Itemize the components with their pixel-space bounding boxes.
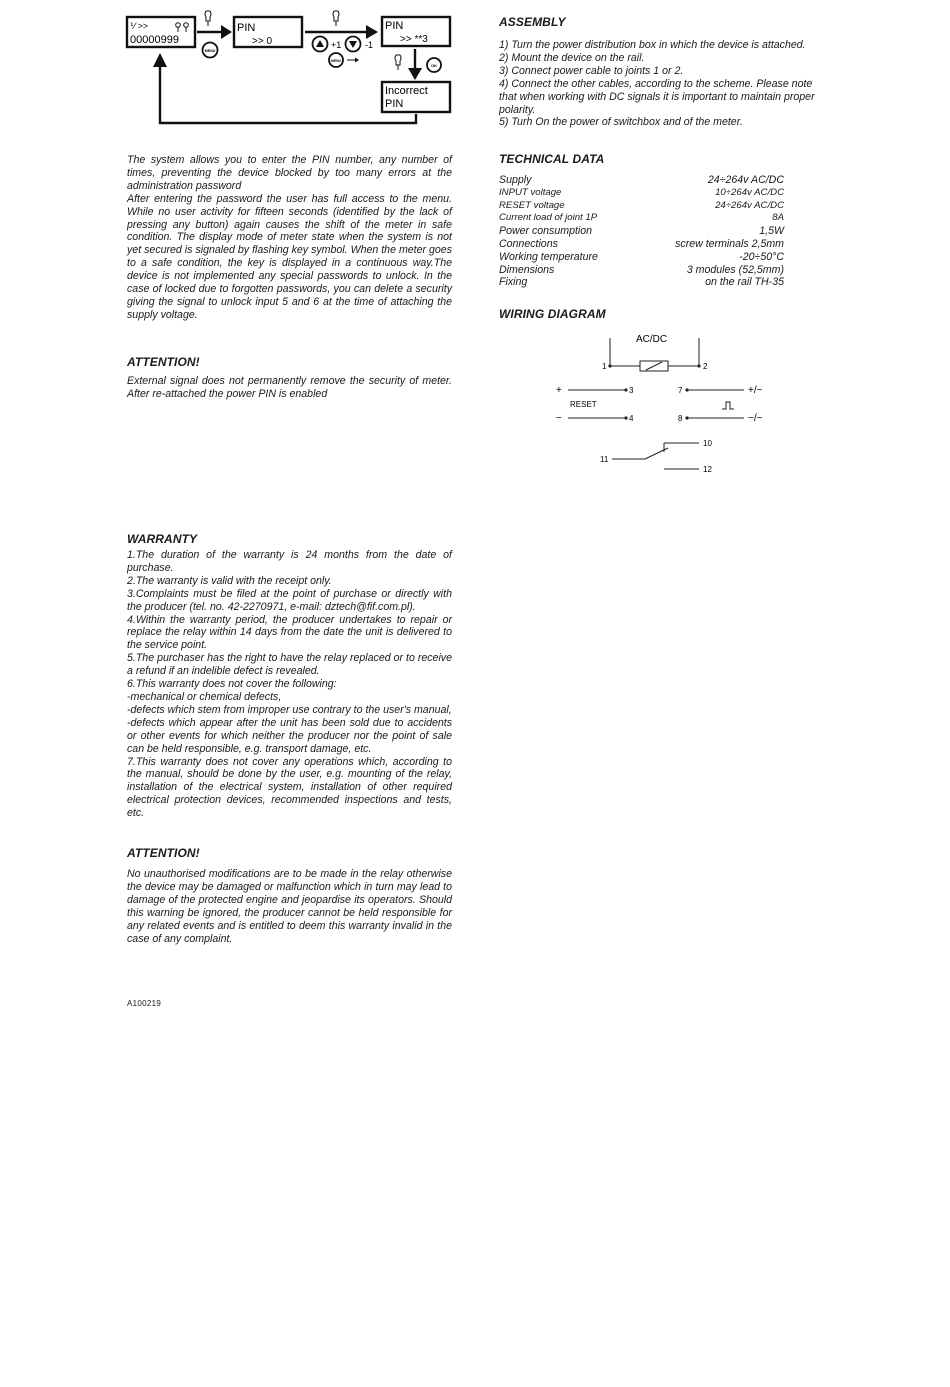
tech-row: Power consumption 1,5W xyxy=(499,225,784,238)
output-plus-label: +/~ xyxy=(748,385,763,396)
assembly-step: 5) Turh On the power of switchbox and of the meter. xyxy=(499,116,743,129)
warranty-list xyxy=(127,549,452,820)
technical-table xyxy=(499,174,784,289)
attention-heading-2: ATTENTION! xyxy=(127,846,200,860)
intro-text xyxy=(127,154,452,322)
attention-text-1: External signal does not permanently remove the security of meter. After re-attached the power PIN is enabled xyxy=(127,375,452,400)
lcd4-line1: Incorrect xyxy=(385,85,428,97)
wiring-heading: WIRING DIAGRAM xyxy=(499,307,606,321)
svg-text:+1: +1 xyxy=(331,40,342,50)
svg-text:2: 2 xyxy=(703,362,708,371)
svg-text:10: 10 xyxy=(703,439,712,448)
svg-text:3: 3 xyxy=(629,386,634,395)
svg-text:7: 7 xyxy=(678,386,683,395)
relay-contact xyxy=(645,448,668,459)
lcd2-line2: >> 0 xyxy=(252,36,273,47)
tech-row: Working temperature -20÷50°C xyxy=(499,250,784,263)
svg-text:MENU: MENU xyxy=(204,49,216,53)
assembly-step: 3) Connect power cable to joints 1 or 2. xyxy=(499,64,684,77)
warranty-item: 3.Complaints must be filed at the point of purchase or directly with the producer (tel. no. 42-2270971, e-mail: dztech@fif.com.pl). xyxy=(127,587,452,613)
warranty-item: 5.The purchaser has the right to have the relay replaced or to receive a refund if an indelible defect is revealed. xyxy=(127,652,452,678)
supply-label: AC/DC xyxy=(636,334,668,345)
assembly-list xyxy=(499,39,817,129)
tech-row: Current load of joint 1P 8A xyxy=(499,212,784,224)
document-code: A100219 xyxy=(127,999,162,1008)
svg-text:12: 12 xyxy=(703,465,712,474)
warranty-item: 4.Within the warranty period, the producer undertakes to repair or replace the relay within 14 days from the date the unit is delivered to the service point. xyxy=(127,613,452,652)
warranty-item: 6.This warranty does not cover the following: xyxy=(127,678,337,691)
pin-flow-diagram xyxy=(120,5,460,140)
warranty-item: -mechanical or chemical defects, xyxy=(127,690,282,703)
lcd3-line2: >> **3 xyxy=(400,34,428,45)
technical-heading: TECHNICAL DATA xyxy=(499,152,605,166)
warranty-heading: WARRANTY xyxy=(127,532,198,546)
pulse-signal-icon xyxy=(722,402,734,409)
tech-row: Dimensions 3 modules (52,5mm) xyxy=(499,263,784,276)
svg-text:OK: OK xyxy=(431,63,437,68)
svg-text:11: 11 xyxy=(600,455,609,464)
svg-text:8: 8 xyxy=(678,414,683,423)
tech-row: Supply 24÷264v AC/DC xyxy=(499,174,784,186)
attention-heading-1: ATTENTION! xyxy=(127,355,200,369)
tech-row: RESET voltage 24÷264v AC/DC xyxy=(499,199,784,211)
svg-text:+: + xyxy=(556,385,562,396)
lcd3-line1: PIN xyxy=(385,20,404,32)
lcd1-line1: ⅟ >> xyxy=(130,21,149,31)
attention-text-2: No unauthorised modifications are to be made in the relay otherwise the device may be damaged or malfunction which in turn may lead to damage of the protected engine and jeopardise its operators. Should this warning be ignored, the producer cannot be held responsible for any related events and is entitled to deem this warranty invalid in the case of any complaint. xyxy=(127,868,452,945)
reset-label: RESET xyxy=(570,400,597,409)
intro-paragraph-1: The system allows you to enter the PIN number, any number of times, preventing the device blocked by too many errors at the administration password xyxy=(127,154,452,192)
tech-row: Fixing on the rail TH-35 xyxy=(499,276,784,289)
svg-text:-1: -1 xyxy=(365,40,374,50)
warranty-item: -defects which stem from improper use contrary to the user's manual, xyxy=(127,703,452,716)
warranty-item: 7.This warranty does not cover any operations which, according to the manual, should be done by the user, e.g. mounting of the relay, installation of the electrical system, installation of other required electrical protection devices, recommended inspections and tests, etc. xyxy=(127,755,452,820)
svg-text:MENU: MENU xyxy=(331,59,341,63)
svg-text:1: 1 xyxy=(602,362,607,371)
warranty-item: 2.The warranty is valid with the receipt only. xyxy=(127,574,332,587)
assembly-heading: ASSEMBLY xyxy=(499,15,566,29)
hand-press-icon-3 xyxy=(395,55,401,70)
assembly-step: 4) Connect the other cables, according to the scheme. Please note that when working with DC signals it is important to maintain proper polarity. xyxy=(499,77,815,116)
tech-row: Connections screw terminals 2,5mm xyxy=(499,237,784,250)
svg-text:4: 4 xyxy=(629,414,634,423)
lcd4-line2: PIN xyxy=(385,98,404,110)
intro-paragraph-2: After entering the password the user has full access to the menu. While no user activity for fifteen seconds (identified by the lack of pressing any button) again causes the shift of the meter in safe condition. The display mode of meter state when the system is not yet secured is signaled by flashing key symbol. When the meter goes to a safe condition, the key is displayed in a continuous way.The device is not implemented any special passwords to unlock. In the case of locked due to forgotten passwords, you can delete a security giving the signal to unlock input 5 and 6 at the time of attaching the supply voltage. xyxy=(127,192,452,321)
assembly-step: 1) Turn the power distribution box in which the device is attached. xyxy=(499,39,806,51)
assembly-step: 2) Mount the device on the rail. xyxy=(499,51,645,64)
hand-press-icon-2 xyxy=(333,11,339,26)
lcd1-line2: 00000999 xyxy=(130,34,179,46)
tech-row: INPUT voltage 10÷264v AC/DC xyxy=(499,186,784,198)
wiring-diagram xyxy=(550,330,790,480)
lcd2-line1: PIN xyxy=(237,22,256,34)
output-minus-label: −/~ xyxy=(748,413,763,424)
svg-text:−: − xyxy=(556,413,562,424)
hand-press-icon xyxy=(205,11,211,26)
warranty-item: 1.The duration of the warranty is 24 months from the date of purchase. xyxy=(127,549,452,574)
warranty-item: -defects which appear after the unit has been sold due to accidents or other events for which neither the producer nor the point of sale can be held responsible, e.g. transport damage, etc. xyxy=(127,716,452,755)
